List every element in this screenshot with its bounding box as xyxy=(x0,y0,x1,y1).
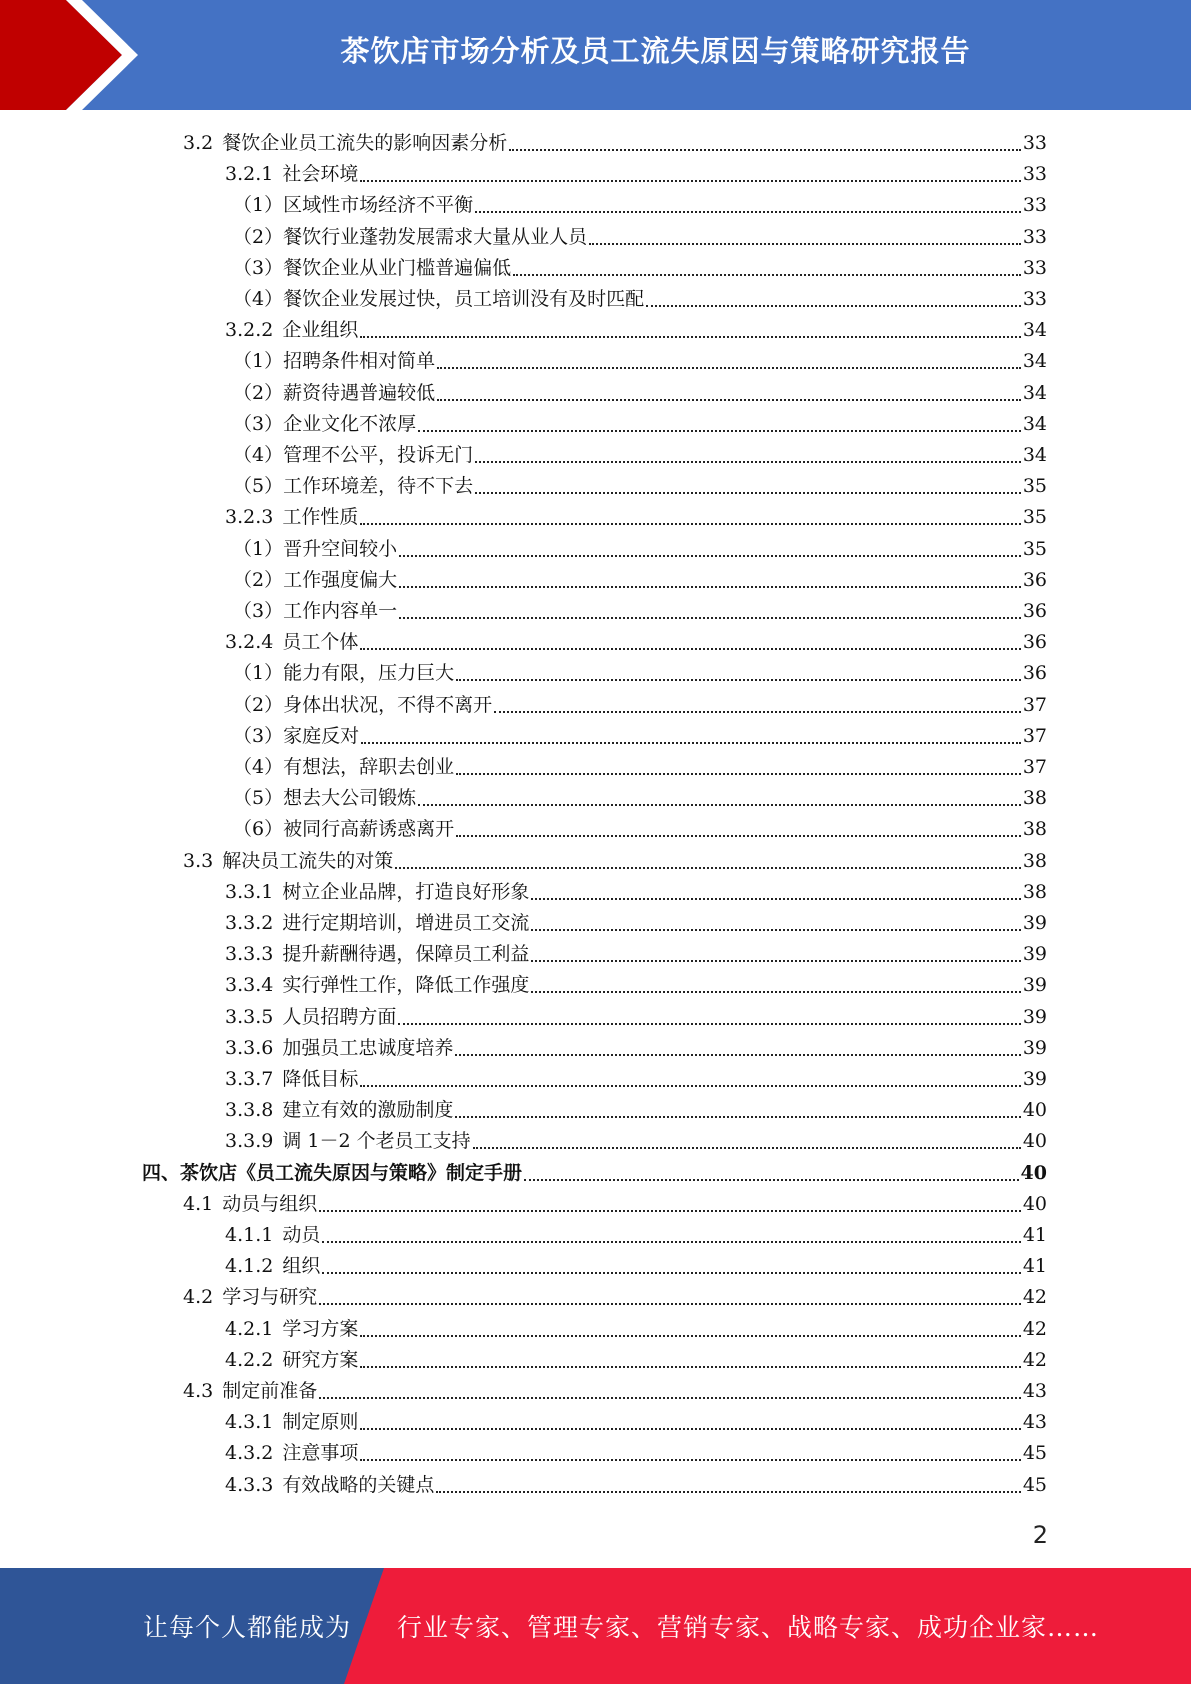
toc-entry-page: 34 xyxy=(1022,350,1047,372)
toc-entry-page: 42 xyxy=(1022,1349,1047,1371)
toc-dot-leader xyxy=(455,1116,1020,1118)
toc-entry-page: 34 xyxy=(1022,319,1047,341)
toc-dot-leader xyxy=(524,1179,1019,1181)
toc-entry-number: 3.3.5 xyxy=(225,1006,274,1028)
toc-entry-title: （1）区域性市场经济不平衡 xyxy=(233,194,474,216)
toc-entry-title: 社会环境 xyxy=(282,163,359,185)
toc-entry-page: 41 xyxy=(1022,1224,1047,1246)
toc-dot-leader xyxy=(456,835,1021,837)
toc-entry-page: 33 xyxy=(1022,226,1047,248)
toc-dot-leader xyxy=(646,305,1021,307)
toc-dot-leader xyxy=(436,1491,1020,1493)
toc-entry[interactable] xyxy=(225,1438,1047,1469)
toc-entry-title: （2）工作强度偏大 xyxy=(233,569,398,591)
toc-entry-title: 解决员工流失的对策 xyxy=(222,850,394,872)
toc-entry-number: 3.3 xyxy=(183,850,214,872)
toc-entry-number: 3.2.4 xyxy=(225,631,274,653)
toc-entry-title: （3）餐饮企业从业门槛普遍偏低 xyxy=(233,257,512,279)
footer-slogan-left: 让每个人都能成为 xyxy=(143,1613,352,1642)
toc-dot-leader xyxy=(360,1459,1020,1461)
toc-entry-page: 39 xyxy=(1022,943,1047,965)
toc-entry-title: 制定前准备 xyxy=(222,1380,318,1402)
toc-entry-title: 注意事项 xyxy=(282,1442,359,1464)
toc-entry[interactable] xyxy=(233,378,1047,409)
toc-entry-page: 35 xyxy=(1022,538,1047,560)
toc-entry[interactable] xyxy=(233,471,1047,502)
toc-dot-leader xyxy=(360,1085,1020,1087)
toc-dot-leader xyxy=(473,1147,1021,1149)
page-footer xyxy=(0,1568,1191,1684)
toc-entry[interactable] xyxy=(233,534,1047,565)
toc-entry[interactable] xyxy=(225,502,1047,533)
toc-entry-page: 45 xyxy=(1022,1442,1047,1464)
toc-dot-leader xyxy=(531,960,1020,962)
toc-entry[interactable] xyxy=(233,190,1047,221)
page-number: 2 xyxy=(1032,1521,1048,1549)
toc-entry-page: 38 xyxy=(1022,818,1047,840)
toc-entry[interactable] xyxy=(183,128,1047,159)
toc-entry-page: 33 xyxy=(1022,132,1047,154)
toc-entry-number: 4.3.2 xyxy=(225,1442,274,1464)
toc-entry-page: 33 xyxy=(1022,288,1047,310)
toc-entry-title: 加强员工忠诚度培养 xyxy=(282,1037,454,1059)
toc-entry[interactable] xyxy=(233,253,1047,284)
toc-entry[interactable] xyxy=(225,1002,1047,1033)
toc-entry-page: 36 xyxy=(1022,600,1047,622)
toc-dot-leader xyxy=(418,804,1021,806)
toc-entry-title: （5）想去大公司锻炼 xyxy=(233,787,417,809)
toc-entry-number: 4.2.1 xyxy=(225,1318,274,1340)
toc-entry-title: 制定原则 xyxy=(282,1411,359,1433)
toc-entry[interactable] xyxy=(225,1095,1047,1126)
toc-entry-title: （4）有想法，辞职去创业 xyxy=(233,756,455,778)
toc-entry[interactable] xyxy=(183,1376,1047,1407)
toc-dot-leader xyxy=(319,1303,1021,1305)
toc-entry[interactable] xyxy=(233,596,1047,627)
toc-entry-title: （2）薪资待遇普遍较低 xyxy=(233,382,436,404)
toc-entry-title: 四、茶饮店《员工流失原因与策略》制定手册 xyxy=(142,1162,523,1184)
toc-entry-title: 工作性质 xyxy=(282,506,359,528)
toc-entry-page: 43 xyxy=(1022,1380,1047,1402)
toc-entry-page: 33 xyxy=(1022,163,1047,185)
toc-entry-title: 学习与研究 xyxy=(222,1286,318,1308)
toc-entry-number: 4.1 xyxy=(183,1193,214,1215)
page-header xyxy=(0,0,1191,110)
toc-entry-page: 45 xyxy=(1022,1474,1047,1496)
toc-entry-title: 有效战略的关键点 xyxy=(282,1474,435,1496)
toc-dot-leader xyxy=(531,991,1020,993)
toc-entry[interactable] xyxy=(233,409,1047,440)
toc-entry-title: 实行弹性工作，降低工作强度 xyxy=(282,974,530,996)
toc-dot-leader xyxy=(513,274,1021,276)
toc-entry-number: 3.3.1 xyxy=(225,881,274,903)
toc-entry-page: 42 xyxy=(1022,1318,1047,1340)
toc-entry-number: 3.2.2 xyxy=(225,319,274,341)
toc-dot-leader xyxy=(437,399,1021,401)
toc-entry-title: 动员与组织 xyxy=(222,1193,318,1215)
toc-entry-page: 39 xyxy=(1022,1006,1047,1028)
header-title: 茶饮店市场分析及员工流失原因与策略研究报告 xyxy=(340,34,971,68)
toc-entry-number: 3.2 xyxy=(183,132,214,154)
toc-entry-number: 3.3.7 xyxy=(225,1068,274,1090)
toc-entry-title: 调 1－2 个老员工支持 xyxy=(282,1130,471,1152)
toc-entry-title: （3）企业文化不浓厚 xyxy=(233,413,417,435)
toc-entry-page: 37 xyxy=(1022,694,1047,716)
toc-entry-number: 3.2.1 xyxy=(225,163,274,185)
toc-entry[interactable] xyxy=(225,1470,1047,1501)
toc-entry-number: 3.3.9 xyxy=(225,1130,274,1152)
toc-entry-page: 39 xyxy=(1022,974,1047,996)
toc-entry-number: 4.1.2 xyxy=(225,1255,274,1277)
toc-entry-title: （1）能力有限，压力巨大 xyxy=(233,662,455,684)
toc-dot-leader xyxy=(322,1272,1020,1274)
toc-dot-leader xyxy=(360,648,1020,650)
toc-entry[interactable] xyxy=(233,721,1047,752)
toc-entry-title: 人员招聘方面 xyxy=(282,1006,397,1028)
toc-entry-number: 3.3.6 xyxy=(225,1037,274,1059)
footer-slogan-right: 行业专家、管理专家、营销专家、战略专家、成功企业家…… xyxy=(397,1613,1100,1642)
toc-entry-page: 33 xyxy=(1022,257,1047,279)
toc-entry-page: 38 xyxy=(1022,787,1047,809)
toc-dot-leader xyxy=(418,430,1021,432)
toc-dot-leader xyxy=(360,180,1020,182)
toc-entry-page: 33 xyxy=(1022,194,1047,216)
toc-dot-leader xyxy=(360,1335,1020,1337)
toc-entry-page: 41 xyxy=(1022,1255,1047,1277)
toc-dot-leader xyxy=(399,617,1021,619)
toc-entry-title: （4）管理不公平，投诉无门 xyxy=(233,444,474,466)
toc-entry-title: 动员 xyxy=(282,1224,321,1246)
toc-entry-page: 36 xyxy=(1022,631,1047,653)
toc-entry-page: 39 xyxy=(1022,912,1047,934)
toc-entry[interactable] xyxy=(225,1251,1047,1282)
toc-entry[interactable] xyxy=(225,1407,1047,1438)
toc-entry-title: （3）工作内容单一 xyxy=(233,600,398,622)
toc-entry[interactable] xyxy=(225,908,1047,939)
toc-entry[interactable] xyxy=(233,222,1047,253)
toc-entry-title: 提升薪酬待遇，保障员工利益 xyxy=(282,943,530,965)
toc-entry-title: （3）家庭反对 xyxy=(233,725,360,747)
toc-entry-title: （5）工作环境差，待不下去 xyxy=(233,475,474,497)
toc-dot-leader xyxy=(360,523,1020,525)
toc-entry-page: 40 xyxy=(1022,1099,1047,1121)
toc-entry[interactable] xyxy=(225,877,1047,908)
toc-entry[interactable] xyxy=(225,939,1047,970)
toc-entry-title: （2）身体出状况，不得不离开 xyxy=(233,694,493,716)
toc-dot-leader xyxy=(475,461,1021,463)
toc-entry[interactable] xyxy=(183,1189,1047,1220)
toc-entry-page: 37 xyxy=(1022,756,1047,778)
toc-entry-page: 40 xyxy=(1022,1193,1047,1215)
toc-entry-title: （6）被同行高薪诱惑离开 xyxy=(233,818,455,840)
toc-entry[interactable] xyxy=(233,565,1047,596)
toc-entry-title: 进行定期培训，增进员工交流 xyxy=(282,912,530,934)
toc-entry-title: 餐饮企业员工流失的影响因素分析 xyxy=(222,132,508,154)
toc-entry[interactable] xyxy=(225,970,1047,1001)
toc-entry[interactable] xyxy=(233,284,1047,315)
toc-dot-leader xyxy=(395,867,1021,869)
toc-dot-leader xyxy=(361,742,1021,744)
toc-dot-leader xyxy=(475,492,1021,494)
toc-dot-leader xyxy=(456,773,1021,775)
toc-entry-number: 4.3 xyxy=(183,1380,214,1402)
toc-entry-title: 树立企业品牌，打造良好形象 xyxy=(282,881,530,903)
toc-entry-number: 3.3.3 xyxy=(225,943,274,965)
toc-entry[interactable] xyxy=(233,783,1047,814)
toc-entry-page: 39 xyxy=(1022,1037,1047,1059)
toc-entry[interactable] xyxy=(233,690,1047,721)
toc-dot-leader xyxy=(475,211,1021,213)
toc-entry-number: 4.3.3 xyxy=(225,1474,274,1496)
toc-entry-page: 40 xyxy=(1022,1130,1047,1152)
toc-dot-leader xyxy=(319,1397,1021,1399)
toc-entry-page: 36 xyxy=(1022,569,1047,591)
toc-entry[interactable] xyxy=(225,315,1047,346)
toc-entry-page: 43 xyxy=(1022,1411,1047,1433)
toc-entry[interactable] xyxy=(233,440,1047,471)
header-red-chevron-icon xyxy=(0,0,150,110)
toc-entry-page: 38 xyxy=(1022,881,1047,903)
toc-entry[interactable] xyxy=(225,1064,1047,1095)
toc-entry[interactable] xyxy=(233,752,1047,783)
toc-entry-page: 36 xyxy=(1022,662,1047,684)
toc-entry-page: 34 xyxy=(1022,413,1047,435)
toc-dot-leader xyxy=(322,1241,1020,1243)
toc-entry-page: 34 xyxy=(1022,382,1047,404)
toc-entry-title: 企业组织 xyxy=(282,319,359,341)
toc-dot-leader xyxy=(399,586,1021,588)
toc-entry-title: （2）餐饮行业蓬勃发展需求大量从业人员 xyxy=(233,226,588,248)
toc-entry-title: 学习方案 xyxy=(282,1318,359,1340)
toc-entry-page: 35 xyxy=(1022,475,1047,497)
toc-entry-page: 39 xyxy=(1022,1068,1047,1090)
toc-entry-page: 35 xyxy=(1022,506,1047,528)
toc-entry-title: 降低目标 xyxy=(282,1068,359,1090)
toc-entry-number: 4.3.1 xyxy=(225,1411,274,1433)
toc-entry-page: 40 xyxy=(1020,1162,1047,1184)
toc-dot-leader xyxy=(437,367,1021,369)
toc-entry-number: 3.2.3 xyxy=(225,506,274,528)
toc-dot-leader xyxy=(360,1366,1020,1368)
toc-entry[interactable] xyxy=(225,1033,1047,1064)
toc-dot-leader xyxy=(319,1210,1021,1212)
toc-entry-title: （1）招聘条件相对简单 xyxy=(233,350,436,372)
toc-entry-number: 3.3.8 xyxy=(225,1099,274,1121)
toc-entry[interactable] xyxy=(225,1220,1047,1251)
toc-dot-leader xyxy=(531,929,1020,931)
toc-dot-leader xyxy=(456,679,1021,681)
toc-entry-number: 4.2.2 xyxy=(225,1349,274,1371)
toc-entry[interactable] xyxy=(225,627,1047,658)
toc-entry-number: 4.1.1 xyxy=(225,1224,274,1246)
toc-dot-leader xyxy=(399,555,1021,557)
toc-entry[interactable] xyxy=(142,1158,1047,1189)
toc-entry[interactable] xyxy=(225,159,1047,190)
toc-entry-title: 组织 xyxy=(282,1255,321,1277)
toc-dot-leader xyxy=(531,898,1020,900)
toc-dot-leader xyxy=(360,1428,1020,1430)
toc-dot-leader xyxy=(509,149,1021,151)
toc-entry[interactable] xyxy=(225,1126,1047,1157)
toc-entry-page: 38 xyxy=(1022,850,1047,872)
toc-entry-title: 研究方案 xyxy=(282,1349,359,1371)
toc-entry-page: 42 xyxy=(1022,1286,1047,1308)
toc-entry[interactable] xyxy=(233,346,1047,377)
toc-dot-leader xyxy=(360,336,1020,338)
toc-entry[interactable] xyxy=(183,1282,1047,1313)
toc-entry-title: 员工个体 xyxy=(282,631,359,653)
toc-entry[interactable] xyxy=(233,658,1047,689)
toc-dot-leader xyxy=(494,711,1021,713)
toc-entry[interactable] xyxy=(183,846,1047,877)
toc-entry-page: 34 xyxy=(1022,444,1047,466)
toc-dot-leader xyxy=(589,243,1021,245)
toc-entry-title: 建立有效的激励制度 xyxy=(282,1099,454,1121)
toc-dot-leader xyxy=(398,1023,1020,1025)
toc-entry-number: 3.3.4 xyxy=(225,974,274,996)
toc-entry[interactable] xyxy=(225,1314,1047,1345)
toc-entry-title: （4）餐饮企业发展过快，员工培训没有及时匹配 xyxy=(233,288,645,310)
toc-entry-title: （1）晋升空间较小 xyxy=(233,538,398,560)
toc-entry[interactable] xyxy=(233,814,1047,845)
toc-entry-page: 37 xyxy=(1022,725,1047,747)
toc-dot-leader xyxy=(455,1054,1020,1056)
toc-entry[interactable] xyxy=(225,1345,1047,1376)
toc-entry-number: 3.3.2 xyxy=(225,912,274,934)
toc-entry-number: 4.2 xyxy=(183,1286,214,1308)
